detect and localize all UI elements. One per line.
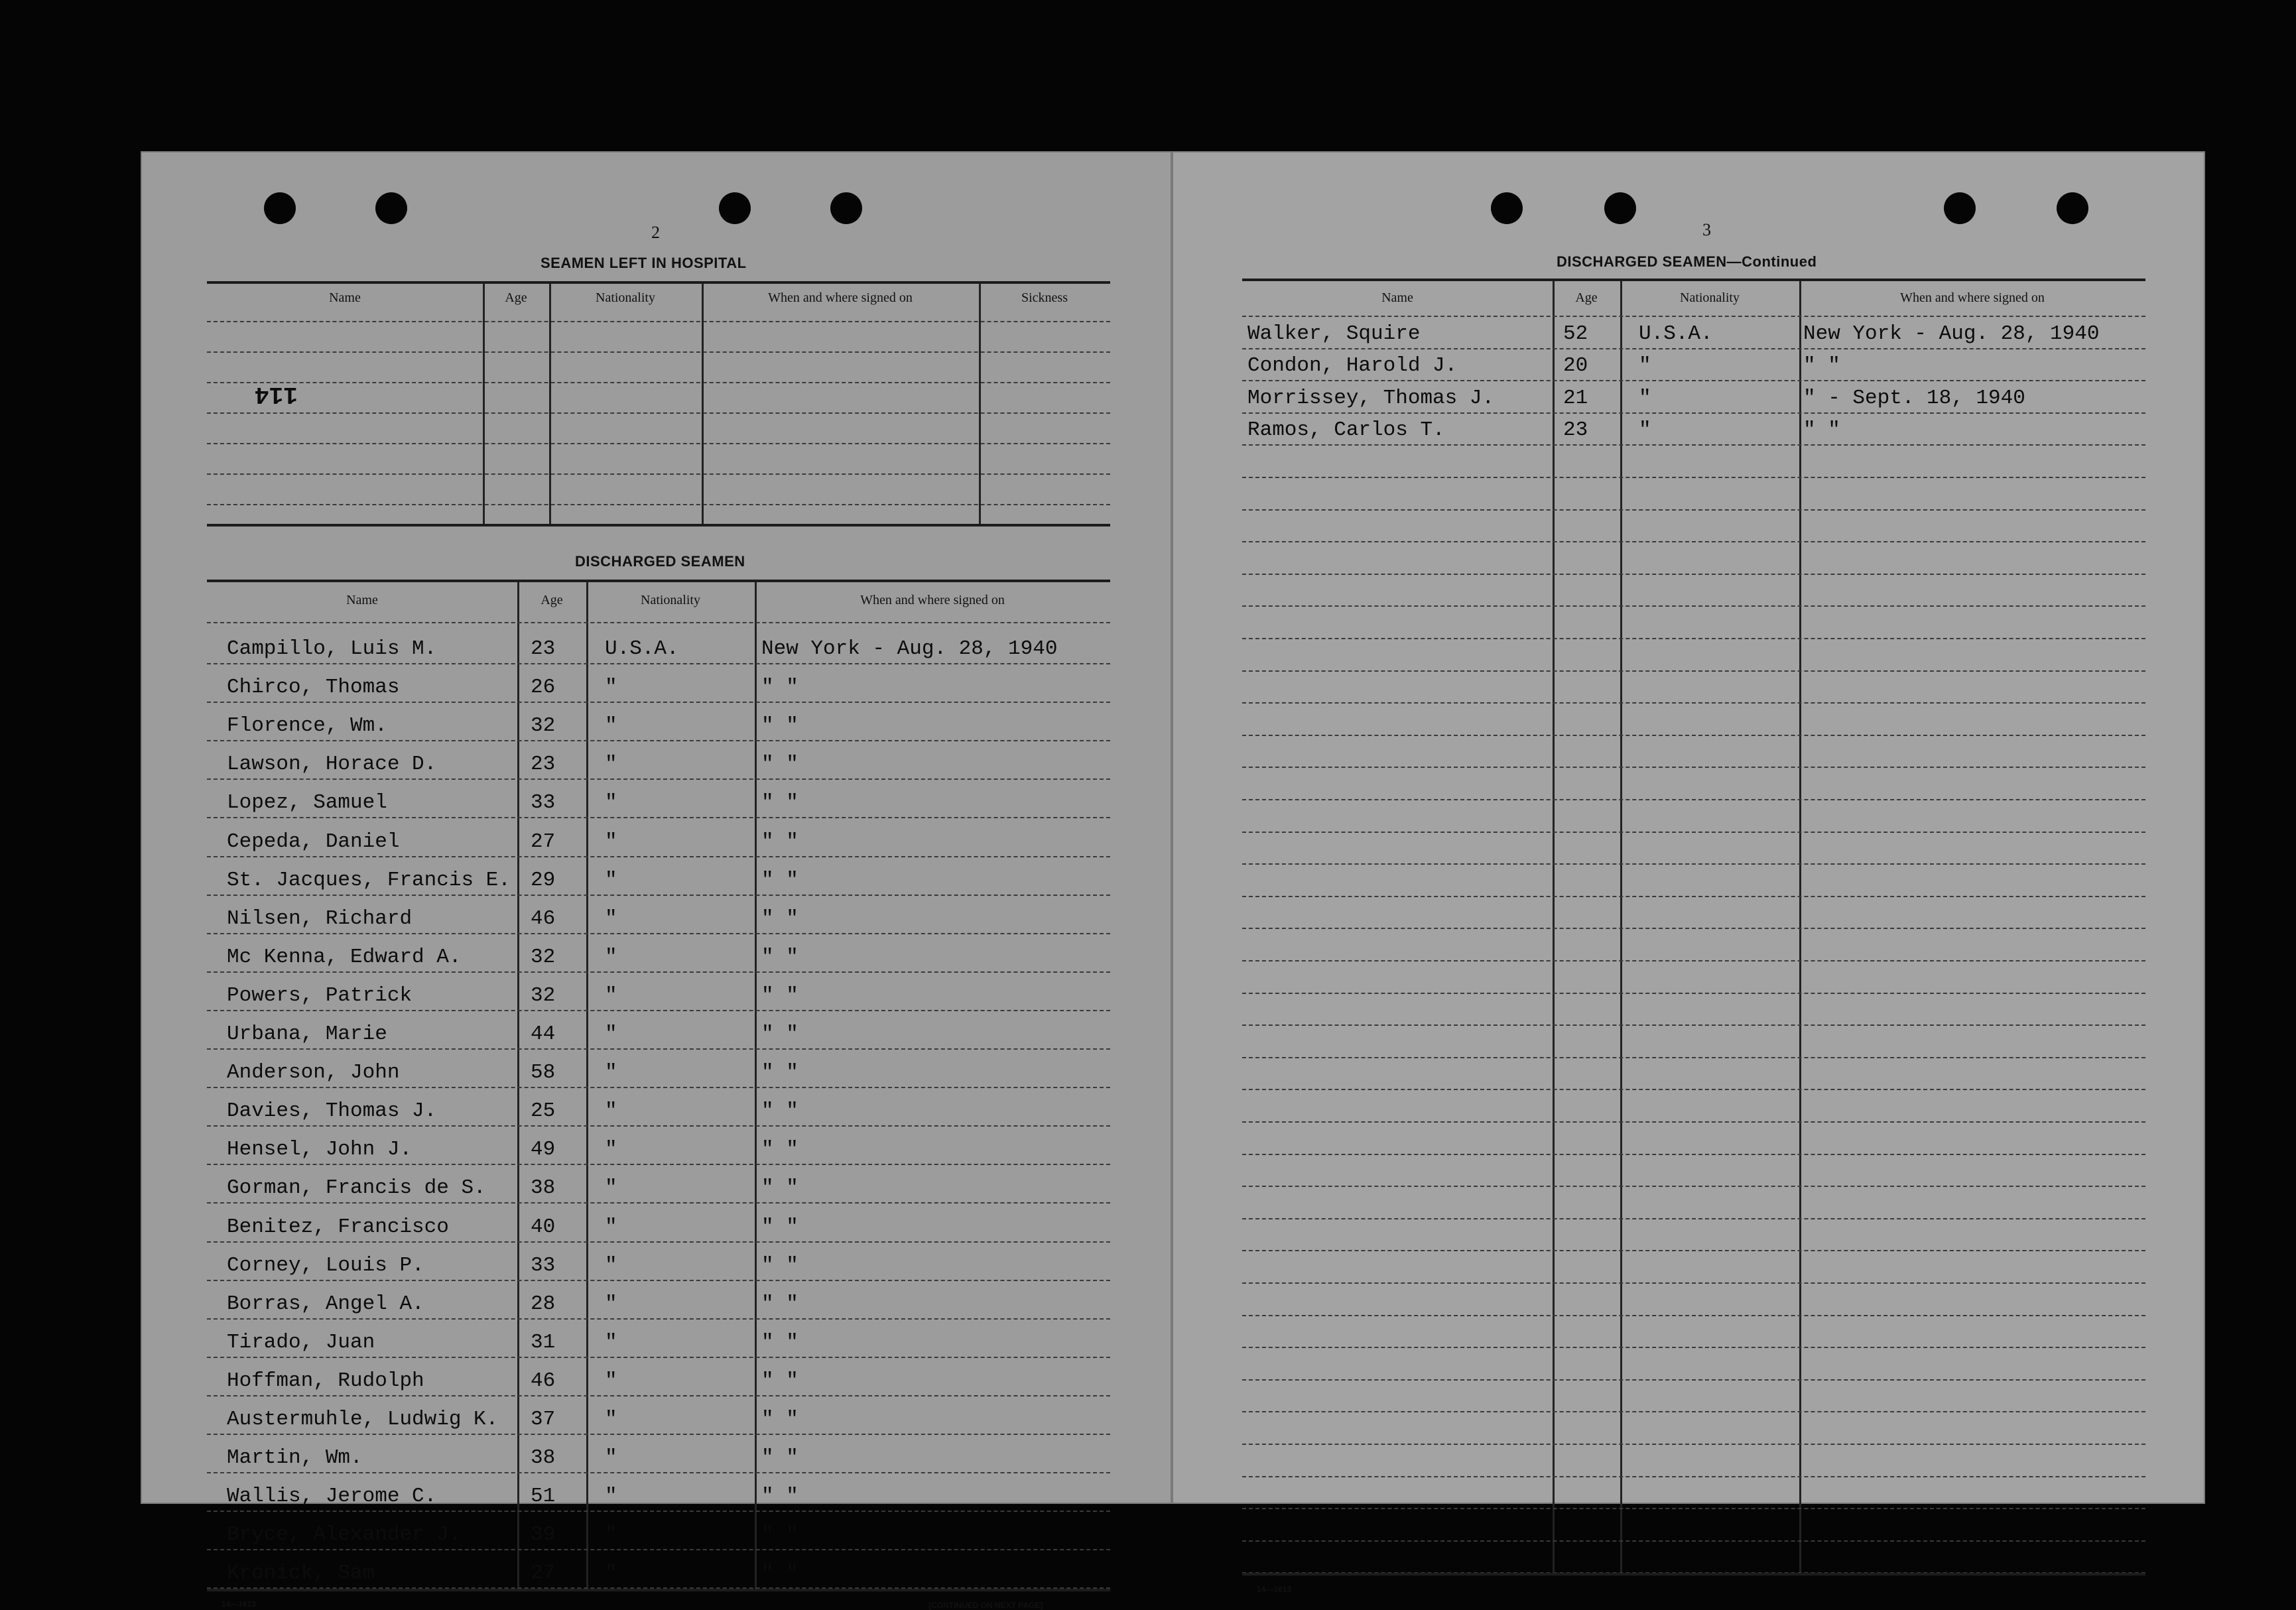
seaman-nationality: " bbox=[605, 868, 617, 892]
seaman-name: Austermuhle, Ludwig K. bbox=[227, 1408, 499, 1432]
table-row bbox=[207, 1357, 1110, 1396]
seaman-signed-on: " " bbox=[761, 1138, 798, 1162]
seaman-nationality: " bbox=[605, 1562, 617, 1585]
seaman-name: Corney, Louis P. bbox=[227, 1253, 424, 1277]
table-row bbox=[1242, 993, 2145, 1026]
seaman-signed-on: " " bbox=[761, 1253, 798, 1277]
seaman-signed-on: " " bbox=[761, 1061, 798, 1085]
seaman-age: 27 bbox=[531, 1562, 556, 1585]
table-row bbox=[1242, 380, 2145, 414]
table-row bbox=[1242, 638, 2145, 672]
seaman-nationality: " bbox=[605, 791, 617, 815]
seaman-name: Cepeda, Daniel bbox=[227, 830, 400, 853]
seaman-age: 29 bbox=[531, 868, 556, 892]
seaman-name: Mc Kenna, Edward A. bbox=[227, 945, 462, 969]
table-row bbox=[207, 818, 1110, 857]
seaman-age: 38 bbox=[531, 1176, 556, 1200]
seaman-age: 28 bbox=[531, 1292, 556, 1316]
seaman-nationality: " bbox=[605, 753, 617, 776]
seaman-nationality: " bbox=[605, 1446, 617, 1470]
seaman-age: 20 bbox=[1563, 354, 1588, 378]
col-header-age: Age bbox=[505, 290, 527, 305]
table-row bbox=[207, 1203, 1110, 1243]
seaman-age: 23 bbox=[1563, 418, 1588, 442]
seaman-signed-on: New York - Aug. 28, 1940 bbox=[761, 637, 1058, 661]
seaman-name: Florence, Wm. bbox=[227, 714, 387, 738]
seaman-name: Ramos, Carlos T. bbox=[1247, 418, 1445, 442]
seaman-name: Urbana, Marie bbox=[227, 1022, 387, 1046]
table-row bbox=[1242, 863, 2145, 897]
seaman-signed-on: " " bbox=[761, 714, 798, 738]
col-header-signed-on: When and where signed on bbox=[768, 290, 913, 305]
seaman-signed-on: " " bbox=[761, 676, 798, 700]
table-row bbox=[207, 1511, 1110, 1550]
seaman-nationality: " bbox=[605, 1061, 617, 1085]
table-row bbox=[207, 1318, 1110, 1358]
table-row bbox=[207, 895, 1110, 934]
seaman-name: Borras, Angel A. bbox=[227, 1292, 424, 1316]
seaman-nationality: " bbox=[1639, 386, 1651, 410]
seaman-nationality: " bbox=[605, 1369, 617, 1393]
col-header-nationality: Nationality bbox=[596, 290, 655, 305]
table-row bbox=[1242, 541, 2145, 575]
table-row bbox=[1242, 1540, 2145, 1574]
binder-hole bbox=[719, 192, 751, 224]
seaman-name: Chirco, Thomas bbox=[227, 676, 400, 700]
seaman-age: 40 bbox=[531, 1215, 556, 1239]
col-header-name: Name bbox=[329, 290, 361, 305]
table-row bbox=[207, 1549, 1110, 1589]
seaman-age: 26 bbox=[531, 676, 556, 700]
table-row bbox=[1242, 1121, 2145, 1155]
seaman-name: Wallis, Jerome C. bbox=[227, 1485, 437, 1509]
seaman-name: St. Jacques, Francis E. bbox=[227, 868, 511, 892]
table-row bbox=[1242, 670, 2145, 704]
seaman-name: Gorman, Francis de S. bbox=[227, 1176, 486, 1200]
binder-hole bbox=[2057, 192, 2088, 224]
table-row bbox=[207, 663, 1110, 703]
seaman-nationality: " bbox=[1639, 418, 1651, 442]
seaman-signed-on: " " bbox=[761, 1485, 798, 1509]
seaman-age: 58 bbox=[531, 1061, 556, 1085]
table-row bbox=[1242, 1250, 2145, 1284]
seaman-signed-on: " " bbox=[761, 1292, 798, 1316]
binder-hole bbox=[264, 192, 296, 224]
seaman-signed-on: " - Sept. 18, 1940 bbox=[1803, 386, 2025, 410]
seaman-name: Walker, Squire bbox=[1247, 322, 1421, 345]
seaman-nationality: " bbox=[605, 1408, 617, 1432]
seaman-signed-on: " " bbox=[761, 830, 798, 853]
seaman-signed-on: " " bbox=[761, 1523, 798, 1547]
right-page bbox=[1172, 151, 2205, 1594]
stamp-number: 114 bbox=[255, 381, 298, 408]
seaman-name: Davies, Thomas J. bbox=[227, 1099, 437, 1123]
table-row bbox=[1242, 832, 2145, 865]
table-row bbox=[207, 1280, 1110, 1320]
seaman-nationality: " bbox=[605, 676, 617, 700]
seaman-signed-on: " " bbox=[761, 791, 798, 815]
table-row bbox=[207, 1048, 1110, 1088]
seaman-age: 32 bbox=[531, 945, 556, 969]
seaman-nationality: " bbox=[605, 1292, 617, 1316]
seaman-nationality: " bbox=[605, 830, 617, 853]
seaman-name: Condon, Harold J. bbox=[1247, 354, 1458, 378]
seaman-nationality: " bbox=[605, 983, 617, 1007]
seaman-signed-on: " " bbox=[761, 1176, 798, 1200]
seaman-name: Hensel, John J. bbox=[227, 1138, 413, 1162]
seaman-name: Powers, Patrick bbox=[227, 983, 413, 1007]
binder-hole bbox=[1491, 192, 1523, 224]
seaman-age: 46 bbox=[531, 1369, 556, 1393]
seaman-age: 46 bbox=[531, 906, 556, 930]
table-row bbox=[1242, 928, 2145, 961]
table-row bbox=[207, 971, 1110, 1011]
table-row bbox=[1242, 799, 2145, 833]
seaman-signed-on: " " bbox=[761, 983, 798, 1007]
discharged-continued-title: DISCHARGED SEAMEN—Continued bbox=[1557, 253, 1817, 270]
table-row bbox=[1242, 896, 2145, 930]
seaman-nationality: " bbox=[605, 1523, 617, 1547]
table-row bbox=[1242, 1089, 2145, 1123]
seaman-age: 52 bbox=[1563, 322, 1588, 345]
table-row bbox=[1242, 412, 2145, 446]
table-row bbox=[1242, 735, 2145, 769]
seaman-age: 49 bbox=[531, 1138, 556, 1162]
table-row bbox=[1242, 1315, 2145, 1349]
table-row bbox=[207, 856, 1110, 896]
table-row bbox=[1242, 767, 2145, 800]
seaman-name: Lawson, Horace D. bbox=[227, 753, 437, 776]
seaman-signed-on: New York - Aug. 28, 1940 bbox=[1803, 322, 2100, 345]
seaman-signed-on: " " bbox=[761, 906, 798, 930]
table-row bbox=[1242, 1347, 2145, 1381]
table-row bbox=[207, 1434, 1110, 1473]
seaman-nationality: " bbox=[605, 1253, 617, 1277]
col-header-nationality: Nationality bbox=[641, 593, 700, 607]
col-header-name: Name bbox=[346, 593, 378, 607]
table-row bbox=[207, 1125, 1110, 1165]
seaman-age: 33 bbox=[531, 1253, 556, 1277]
table-row bbox=[207, 625, 1110, 664]
table-row bbox=[207, 1241, 1110, 1281]
table-row bbox=[1242, 1508, 2145, 1542]
seaman-signed-on: " " bbox=[761, 1022, 798, 1046]
table-row bbox=[1242, 1024, 2145, 1058]
page-number: 3 bbox=[1702, 220, 1711, 239]
binder-hole bbox=[1944, 192, 1976, 224]
form-number: 14—1613 bbox=[1257, 1585, 1292, 1594]
col-header-sickness: Sickness bbox=[1021, 290, 1068, 305]
seaman-signed-on: " " bbox=[1803, 418, 1840, 442]
seaman-name: Benitez, Francisco bbox=[227, 1215, 449, 1239]
seaman-name: Morrissey, Thomas J. bbox=[1247, 386, 1495, 410]
seaman-signed-on: " " bbox=[761, 868, 798, 892]
form-number: 14—1613 bbox=[222, 1599, 257, 1609]
seaman-age: 33 bbox=[531, 791, 556, 815]
seaman-age: 38 bbox=[531, 1446, 556, 1470]
table-row bbox=[207, 1010, 1110, 1050]
seaman-name: Tirado, Juan bbox=[227, 1330, 375, 1354]
table-row bbox=[207, 1164, 1110, 1204]
seaman-name: Lopez, Samuel bbox=[227, 791, 387, 815]
discharged-section-title: DISCHARGED SEAMEN bbox=[575, 553, 745, 570]
table-row bbox=[1242, 1186, 2145, 1219]
table-row bbox=[207, 702, 1110, 741]
seaman-name: Nilsen, Richard bbox=[227, 906, 413, 930]
table-row bbox=[1242, 1282, 2145, 1316]
seaman-age: 31 bbox=[531, 1330, 556, 1354]
hospital-section-title: SEAMEN LEFT IN HOSPITAL bbox=[541, 255, 747, 271]
left-page bbox=[141, 151, 1172, 1610]
col-header-signed-on: When and where signed on bbox=[1900, 290, 2045, 305]
seaman-name: Martin, Wm. bbox=[227, 1446, 363, 1470]
col-header-signed-on: When and where signed on bbox=[860, 593, 1005, 607]
binder-hole bbox=[375, 192, 407, 224]
seaman-signed-on: " " bbox=[761, 1562, 798, 1585]
seaman-signed-on: " " bbox=[1803, 354, 1840, 378]
seaman-nationality: " bbox=[605, 1138, 617, 1162]
page-number: 2 bbox=[651, 223, 660, 242]
discharged-table bbox=[207, 580, 1110, 1594]
binder-hole bbox=[1604, 192, 1636, 224]
seaman-age: 37 bbox=[531, 1408, 556, 1432]
table-row bbox=[207, 1395, 1110, 1435]
table-row bbox=[207, 933, 1110, 973]
table-row bbox=[1242, 960, 2145, 994]
seaman-name: Anderson, John bbox=[227, 1061, 400, 1085]
seaman-age: 51 bbox=[531, 1485, 556, 1509]
seaman-name: Kronick, Sam bbox=[227, 1562, 375, 1585]
seaman-signed-on: " " bbox=[761, 1446, 798, 1470]
table-row bbox=[207, 740, 1110, 780]
hospital-table bbox=[207, 281, 1110, 528]
table-row bbox=[1242, 477, 2145, 511]
col-header-age: Age bbox=[541, 593, 563, 607]
seaman-signed-on: " " bbox=[761, 1408, 798, 1432]
binder-hole bbox=[830, 192, 862, 224]
seaman-nationality: " bbox=[605, 945, 617, 969]
table-row bbox=[1242, 574, 2145, 607]
seaman-signed-on: " " bbox=[761, 753, 798, 776]
seaman-age: 32 bbox=[531, 983, 556, 1007]
seaman-age: 39 bbox=[531, 1523, 556, 1547]
seaman-nationality: " bbox=[605, 906, 617, 930]
seaman-nationality: " bbox=[1639, 354, 1651, 378]
table-row bbox=[1242, 1411, 2145, 1445]
seaman-name: Campillo, Luis M. bbox=[227, 637, 437, 661]
col-header-age: Age bbox=[1575, 290, 1598, 305]
table-row bbox=[1242, 1057, 2145, 1091]
seaman-nationality: " bbox=[605, 1176, 617, 1200]
seaman-age: 23 bbox=[531, 637, 556, 661]
table-row bbox=[1242, 1476, 2145, 1510]
table-row bbox=[207, 1087, 1110, 1127]
table-row bbox=[1242, 316, 2145, 349]
seaman-signed-on: " " bbox=[761, 1369, 798, 1393]
seaman-nationality: " bbox=[605, 1099, 617, 1123]
table-row bbox=[1242, 702, 2145, 736]
seaman-nationality: " bbox=[605, 714, 617, 738]
seaman-signed-on: " " bbox=[761, 1099, 798, 1123]
table-row bbox=[1242, 348, 2145, 382]
seaman-nationality: U.S.A. bbox=[605, 637, 679, 661]
seaman-name: Hoffman, Rudolph bbox=[227, 1369, 424, 1393]
table-row bbox=[1242, 1154, 2145, 1188]
table-row bbox=[1242, 605, 2145, 639]
seaman-age: 32 bbox=[531, 714, 556, 738]
seaman-age: 25 bbox=[531, 1099, 556, 1123]
seaman-nationality: " bbox=[605, 1330, 617, 1354]
seaman-signed-on: " " bbox=[761, 1330, 798, 1354]
seaman-signed-on: " " bbox=[761, 945, 798, 969]
col-header-nationality: Nationality bbox=[1680, 290, 1740, 305]
seaman-nationality: " bbox=[605, 1022, 617, 1046]
seaman-signed-on: " " bbox=[761, 1215, 798, 1239]
seaman-age: 21 bbox=[1563, 386, 1588, 410]
table-row bbox=[1242, 1379, 2145, 1413]
seaman-nationality: U.S.A. bbox=[1639, 322, 1713, 345]
seaman-nationality: " bbox=[605, 1215, 617, 1239]
seaman-nationality: " bbox=[605, 1485, 617, 1509]
seaman-name: Bryce, Alexander J. bbox=[227, 1523, 462, 1547]
col-header-name: Name bbox=[1381, 290, 1413, 305]
table-row bbox=[1242, 444, 2145, 478]
continued-note: [CONTINUED ON NEXT PAGE] bbox=[928, 1601, 1043, 1610]
table-row bbox=[1242, 509, 2145, 543]
table-row bbox=[207, 1472, 1110, 1512]
discharged-continued-table bbox=[1242, 279, 2145, 1578]
seaman-age: 44 bbox=[531, 1022, 556, 1046]
seaman-age: 27 bbox=[531, 830, 556, 853]
table-row bbox=[1242, 1444, 2145, 1477]
seaman-age: 23 bbox=[531, 753, 556, 776]
table-row bbox=[207, 778, 1110, 818]
table-row bbox=[1242, 1218, 2145, 1252]
